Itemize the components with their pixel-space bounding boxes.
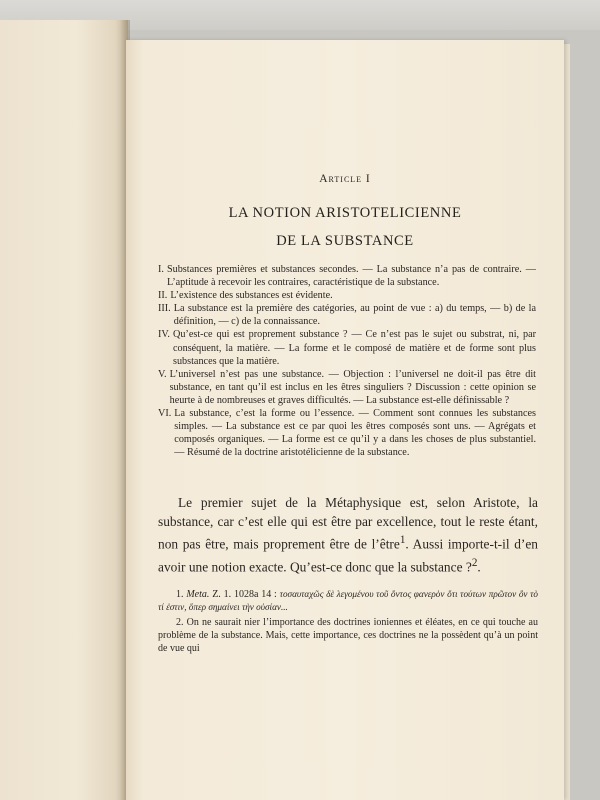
summary-item-number: I. (158, 264, 164, 275)
summary-item (158, 328, 536, 367)
summary-item-text: La substance est la première des catégories, au point de vue : a) du temps, — b) de la définition, — c) de la connaissance. (173, 303, 536, 328)
intro-text-2: . Aussi importe-t-il d’en avoir une notion exacte. Qu’est-ce donc que la substance ? (158, 536, 538, 575)
intro-paragraph (158, 494, 538, 577)
summary-item (158, 407, 536, 459)
summary-item-number: VI. (158, 408, 172, 420)
summary-item-text: L’universel n’est pas une substance. — Objection : l’universel ne doit-il pas être dit substance, en tant qu’il est inclus en les êtres singuliers ? Discussion : cette opinion se heurte à de nombreuses et graves difficultés. — La substance est-elle définissable ? (169, 368, 536, 406)
summary-item (158, 289, 536, 302)
footnote-1-number: 1. (176, 589, 187, 600)
summary-item-number: III. (158, 303, 171, 315)
article-label: Article I (319, 173, 371, 185)
footnote-2: 2. On ne saurait nier l’importance des doctrines ioniennes et éléates, en ce qui touche au problème de la substance. Mais, cette importance, ces doctrines ne la possèdent qu’à un point de vue qui (158, 617, 538, 654)
footnote-1-greek-quote: τοσαυταχῶς δὲ λεγομένου τοῦ ὄντος φανερὸν ὅτι τούτων πρῶτον ὂν τὸ τί ἐστιν, ὅπερ σημαίνει τὴν οὐσίαν... (158, 589, 538, 612)
chapter-title-line-2: DE LA SUBSTANCE (276, 233, 414, 249)
summary-item-number: V. (158, 368, 167, 380)
summary-item (158, 263, 536, 289)
summary-item-text: L’existence des substances est évidente. (170, 290, 333, 302)
footnote-ref-2: 2 (471, 556, 478, 569)
footnote-ref-1: 1 (399, 534, 406, 546)
chapter-summary (158, 263, 536, 459)
summary-item (158, 368, 536, 407)
footnote-1-reference: Z. 1. 1028a 14 : (209, 589, 280, 600)
summary-item-number: II. (158, 290, 168, 302)
intro-end: . (477, 559, 481, 575)
chapter-title-line-1: LA NOTION ARISTOTELICIENNE (228, 205, 462, 221)
right-page (126, 40, 564, 800)
left-page (0, 20, 128, 800)
footnotes (158, 588, 538, 657)
intro-text: Le premier sujet de la Métaphysique est, selon Aristote, la substance, car c’est elle qui est être par excellence, tout le reste étant, non pas être, mais proprement être de l’être (158, 495, 538, 552)
footnote-1 (158, 588, 538, 614)
summary-item-text: La substance, c’est la forme ou l’essence. — Comment sont connues les substances simples. — La substance est ce par quoi les êtres composés sont uns. — Agrégats et composés organiques. — La forme est ce qu’il y a dans les choses de plus substantiel. — Résumé de la doctrine aristotélicienne de la substance. (174, 408, 536, 459)
summary-item-text: Qu’est-ce qui est proprement substance ? — Ce n’est pas le sujet ou substrat, ni, par conséquent, la matière. — La forme et le composé de matière et de forme sont plus substances que la matière. (172, 329, 536, 367)
summary-item (158, 302, 536, 328)
summary-item-number: IV. (158, 329, 170, 341)
summary-item-text: Substances premières et substances secondes. — La substance n’a pas de contraire. — L’aptitude à recevoir les contraires, caractéristique de la substance. (166, 264, 536, 289)
footnote-1-source: Meta. (186, 589, 210, 600)
